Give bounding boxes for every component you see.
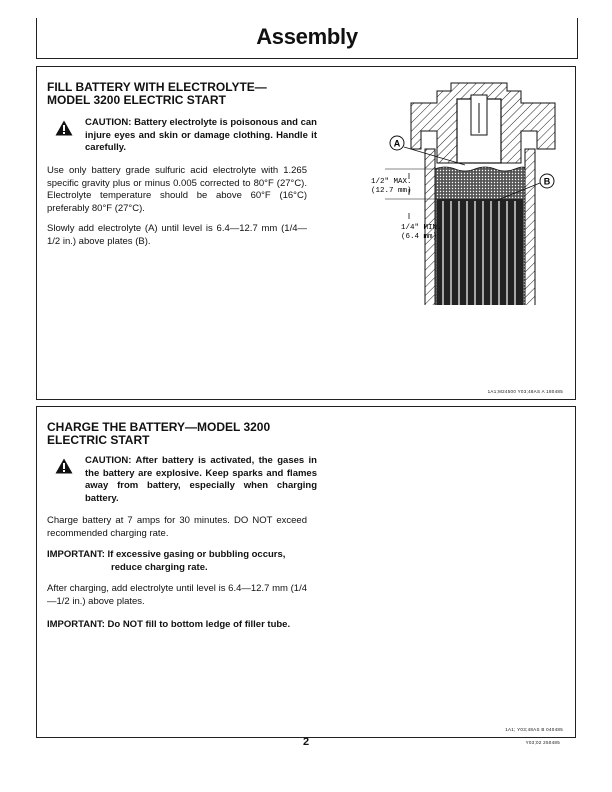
battery-fill-diagram <box>325 73 573 305</box>
section-title-line2: MODEL 3200 ELECTRIC START <box>47 93 226 107</box>
fill-level-paragraph: Slowly add electrolyte (A) until level is 6.4—12.7 mm (1/4—1/2 in.) above plates (B). <box>47 223 307 247</box>
label-b: B <box>543 176 551 187</box>
section-charge-battery <box>36 406 576 738</box>
min-level-label: 1/4" MIN. <box>401 224 442 232</box>
battery-plates <box>437 199 523 305</box>
header-box <box>36 18 578 59</box>
section-title-line1: CHARGE THE BATTERY—MODEL 3200 <box>47 420 271 434</box>
section-ref-code: 1A1;M24500 Y03;48AS A 180485 <box>487 389 563 394</box>
warning-triangle-icon <box>55 120 73 136</box>
caution-text: CAUTION: After battery is activated, the gases in the battery are explosive. Keep sparks and flames away from battery, especially when charging battery. <box>85 455 317 504</box>
after-charge-paragraph: After charging, add electrolyte until level is 6.4—12.7 mm (1/4—1/2 in.) above plates. <box>47 583 307 607</box>
min-level-metric: (6.4 mm) <box>401 233 438 241</box>
important-gasing-line2: reduce charging rate. <box>111 561 208 573</box>
section-title-line2: ELECTRIC START <box>47 433 150 447</box>
footer-ref-code: Y03;02 250485 <box>525 740 560 745</box>
important-filler-tube-note: IMPORTANT: Do NOT fill to bottom ledge of filler tube. <box>47 619 291 630</box>
caution-block <box>55 117 317 155</box>
section-fill-battery <box>36 66 576 400</box>
warning-triangle-icon <box>55 458 73 474</box>
important-gasing-note <box>47 549 337 574</box>
label-a: A <box>393 138 401 149</box>
page-title: Assembly <box>256 24 358 49</box>
section-title <box>47 421 270 447</box>
section-title <box>47 81 267 107</box>
section-title-line1: FILL BATTERY WITH ELECTROLYTE— <box>47 80 267 94</box>
caution-text: CAUTION: Battery electrolyte is poisonous and can injure eyes and skin or damage clothing. Handle it carefully. <box>85 117 317 153</box>
max-level-metric: (12.7 mm) <box>371 187 412 195</box>
page-number: 2 <box>302 736 310 748</box>
electrolyte-spec-paragraph: Use only battery grade sulfuric acid electrolyte with 1.265 specific gravity plus or minus 0.005 corrected to 80°F (27°C). Electrolyte temperature should be above 60°F (16°C) preferably 80°F (27°C). <box>47 165 307 214</box>
max-level-label: 1/2" MAX. <box>371 178 412 186</box>
important-gasing-line1: IMPORTANT: If excessive gasing or bubbling occurs, <box>47 549 286 560</box>
section-ref-code: 1A1; Y03;48AS B 040485 <box>505 727 563 732</box>
caution-block <box>55 455 317 505</box>
charge-rate-paragraph: Charge battery at 7 amps for 30 minutes. DO NOT exceed recommended charging rate. <box>47 515 307 539</box>
